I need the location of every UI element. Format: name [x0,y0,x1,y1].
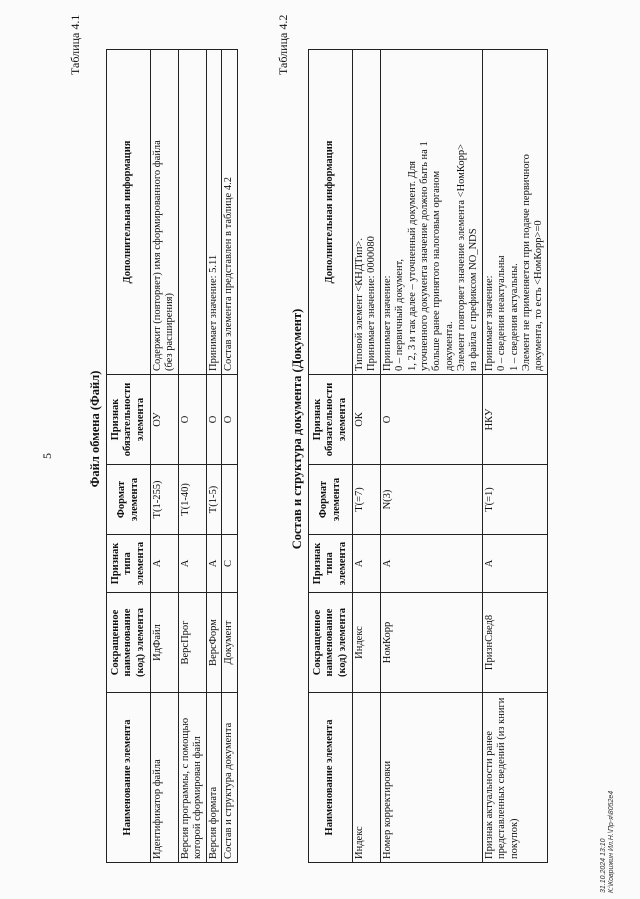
cell-code: Индекс [353,593,381,693]
cell-required: О [179,375,207,465]
cell-name: Индекс [353,693,381,863]
cell-required: ОК [353,375,381,465]
cell-required: О [207,375,222,465]
cell-info [353,50,381,375]
cell-code: ВерсФорм [207,593,222,693]
cell-name: Версия программы, с помощью которой сформирован файл [179,693,207,863]
cell-name: Номер корректировки [380,693,482,863]
cell-required: НКУ [482,375,547,465]
info-line: Элемент не применяется при подаче первичного [520,154,532,371]
cell-type: А [353,535,381,593]
cell-name: Состав и структура документа [222,693,237,863]
table1-header-name: Наименование элемента [107,693,151,863]
table-row [353,50,381,863]
table-row [207,50,222,863]
cell-name: Идентификатор файла [151,693,179,863]
cell-type: С [222,535,237,593]
table2-header-type: Признак типа элемента [309,535,353,593]
info-line: 0 – первичный документ, [394,258,406,371]
info-line: 0 – сведения неактуальны [496,255,508,371]
cell-info: Состав элемента представлен в таблице 4.2 [222,50,237,375]
cell-type: А [207,535,222,593]
info-line: Принимает значение: [381,275,393,371]
table1 [106,49,238,863]
info-line: Типовой элемент <КНДТип>. [354,238,365,371]
table-row [151,50,179,863]
cell-code: ПризнСвед8 [482,593,547,693]
cell-format: T(=7) [353,465,381,535]
cell-name: Признак актуальности ранее представленных сведений (из книги покупок) [482,693,547,863]
cell-code: НомКорр [380,593,482,693]
cell-name: Версия формата [207,693,222,863]
table2-header-info: Дополнительная информация [309,50,353,375]
table1-header-type: Признак типа элемента [107,535,151,593]
info-line: Принимает значение: 0000080 [366,236,378,371]
cell-info: Принимает значение: 5.11 [207,50,222,375]
cell-type: А [380,535,482,593]
page-number: 5 [40,453,54,459]
table2-caption: Таблица 4.2 [276,14,290,75]
cell-format [222,465,237,535]
table2-header-name: Наименование элемента [309,693,353,863]
print-stamp [600,791,617,893]
print-stamp-date: 31.10.2024 13:10 [600,838,607,893]
info-line: Элемент повторяет значение элемента <НомКорр> [456,143,467,371]
info-line: (без расширения) [164,292,176,371]
table1-header-info: Дополнительная информация [107,50,151,375]
cell-format: T(1-40) [179,465,207,535]
table1-header-format: Формат элемента [107,465,151,535]
table2-title: Состав и структура документа (Документ) [290,308,304,550]
info-line: документа, то есть <НомКорр>=0 [533,220,545,371]
info-line: уточненного документа значение должно быть на 1 [418,141,430,371]
cell-info [482,50,547,375]
cell-info [151,50,179,375]
table-row [482,50,547,863]
cell-code: ИдФайл [151,593,179,693]
cell-type: А [151,535,179,593]
cell-format: N(3) [380,465,482,535]
info-line: больше ранее принятого налоговым органом [431,170,443,371]
table-row [222,50,237,863]
table1-header-required: Признак обязательности элемента [107,375,151,465]
info-line: из файла с префиксом NO_NDS [468,228,480,371]
cell-format: T(=1) [482,465,547,535]
info-line: 1 – сведения актуальны. [508,263,520,371]
table1-caption: Таблица 4.1 [68,14,82,75]
cell-format: T(1-255) [151,465,179,535]
table1-title: Файл обмена (Файл) [88,370,102,488]
info-line: документа. [443,321,455,371]
cell-code: ВерсПрог [179,593,207,693]
cell-type: А [482,535,547,593]
table-row [179,50,207,863]
info-line: Содержит (повторяет) имя сформированного файла [152,140,163,371]
cell-required: ОУ [151,375,179,465]
table2-header-format: Формат элемента [309,465,353,535]
cell-code: Документ [222,593,237,693]
cell-format: T(1-5) [207,465,222,535]
table2-header-required: Признак обязательности элемента [309,375,353,465]
cell-required: О [222,375,237,465]
info-line: Принимает значение: [483,275,495,371]
print-stamp-path: К:\Коврижин Ил.Н.\Пр-я\8052е4 [608,790,616,893]
table2 [308,49,548,863]
table-row [380,50,482,863]
table1-header-code: Сокращенное наименование (код) элемента [107,593,151,693]
table2-header-code: Сокращенное наименование (код) элемента [309,593,353,693]
info-line: 1, 2, 3 и так далее – уточненный документ. Для [406,160,418,371]
cell-info [380,50,482,375]
cell-info [179,50,207,375]
cell-required: О [380,375,482,465]
cell-type: А [179,535,207,593]
